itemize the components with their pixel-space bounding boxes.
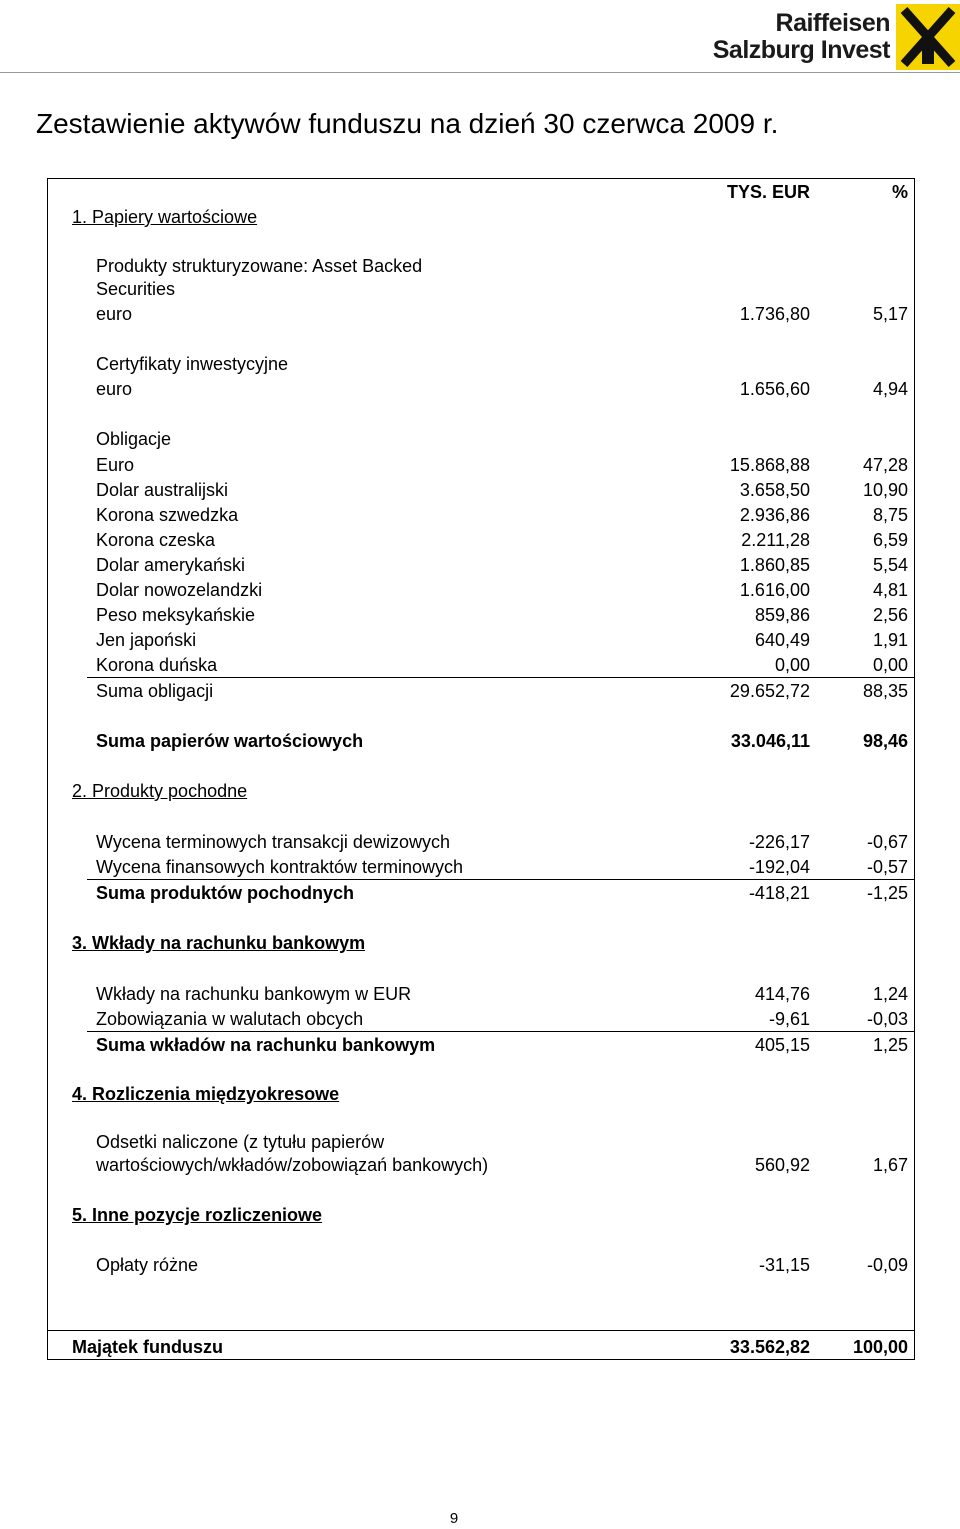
- bond-row-value: 3.658,50: [739, 480, 810, 500]
- accruals-value: 560,92: [754, 1155, 810, 1175]
- logo-text: [713, 10, 890, 64]
- abs-row-value: 1.736,80: [739, 304, 810, 324]
- derivatives-sum-percent: -1,25: [866, 883, 908, 903]
- bond-row-label: Peso meksykańskie: [96, 605, 256, 625]
- bond-row-percent: 6,59: [872, 530, 908, 550]
- deposit-row-value: -9,61: [768, 1009, 810, 1029]
- column-header-value: TYS. EUR: [726, 182, 810, 202]
- subtotal-rule: [87, 879, 914, 880]
- bond-row-label: Korona szwedzka: [96, 505, 239, 525]
- fund-total-value: 33.562,82: [729, 1337, 810, 1357]
- derivatives-sum-label: Suma produktów pochodnych: [96, 883, 355, 903]
- abs-row-percent: 5,17: [872, 304, 908, 324]
- bonds-sum-percent: 88,35: [862, 681, 908, 701]
- section-heading-derivatives: 2. Produkty pochodne: [72, 781, 248, 801]
- abs-title-line-2: Securities: [96, 279, 176, 299]
- page-title: Zestawienie aktywów funduszu na dzień 30 czerwca 2009 r.: [36, 108, 779, 139]
- bond-row-value: 15.868,88: [729, 455, 810, 475]
- bond-row-percent: 4,81: [872, 580, 908, 600]
- derivative-row-value: -226,17: [748, 832, 810, 852]
- bond-row-value: 640,49: [754, 630, 810, 650]
- certificates-row-label: euro: [96, 379, 133, 399]
- fund-total-label: Majątek funduszu: [72, 1337, 224, 1357]
- securities-total-label: Suma papierów wartościowych: [96, 731, 364, 751]
- bond-row-value: 1.860,85: [739, 555, 810, 575]
- derivative-row-label: Wycena finansowych kontraktów terminowych: [96, 857, 463, 877]
- other-row-value: -31,15: [758, 1255, 810, 1275]
- bonds-sum-value: 29.652,72: [729, 681, 810, 701]
- deposits-sum-value: 405,15: [754, 1035, 810, 1055]
- section-heading-deposits: 3. Wkłady na rachunku bankowym: [72, 933, 366, 953]
- bond-row-label: Dolar australijski: [96, 480, 229, 500]
- section-heading-other: 5. Inne pozycje rozliczeniowe: [72, 1205, 323, 1225]
- abs-title-line-1: Produkty strukturyzowane: Asset Backed: [96, 256, 423, 276]
- derivative-row-value: -192,04: [748, 857, 810, 877]
- bond-row-percent: 8,75: [872, 505, 908, 525]
- bond-row-label: Korona czeska: [96, 530, 216, 550]
- deposits-sum-label: Suma wkładów na rachunku bankowym: [96, 1035, 436, 1055]
- derivatives-sum-value: -418,21: [748, 883, 810, 903]
- header-divider: [0, 72, 960, 73]
- page-number: 9: [449, 1510, 459, 1527]
- derivative-row-percent: -0,67: [866, 832, 908, 852]
- bond-row-value: 859,86: [754, 605, 810, 625]
- bond-row-percent: 2,56: [872, 605, 908, 625]
- deposits-sum-percent: 1,25: [872, 1035, 908, 1055]
- company-logo: [713, 4, 960, 70]
- accruals-label-line-2: wartościowych/wkładów/zobowiązań bankowych): [96, 1155, 489, 1175]
- other-row-label: Opłaty różne: [96, 1255, 199, 1275]
- subtotal-rule: [87, 1031, 914, 1032]
- fund-total-percent: 100,00: [852, 1337, 908, 1357]
- bond-row-value: 2.211,28: [741, 530, 810, 550]
- bond-row-percent: 5,54: [872, 555, 908, 575]
- derivative-row-percent: -0,57: [866, 857, 908, 877]
- bond-row-label: Euro: [96, 455, 135, 475]
- total-rule: [47, 1330, 915, 1331]
- bond-row-label: Dolar nowozelandzki: [96, 580, 263, 600]
- abs-row-label: euro: [96, 304, 133, 324]
- deposit-row-value: 414,76: [754, 984, 810, 1004]
- logo-line-2: Salzburg Invest: [712, 36, 890, 64]
- bond-row-percent: 47,28: [862, 455, 908, 475]
- subtotal-rule: [87, 677, 914, 678]
- bond-row-value: 0,00: [774, 655, 810, 675]
- bond-row-label: Jen japoński: [96, 630, 197, 650]
- section-heading-securities: 1. Papiery wartościowe: [72, 207, 258, 227]
- bond-row-percent: 10,90: [862, 480, 908, 500]
- certificates-row-percent: 4,94: [872, 379, 908, 399]
- deposit-row-label: Zobowiązania w walutach obcych: [96, 1009, 364, 1029]
- bond-row-label: Dolar amerykański: [96, 555, 246, 575]
- accruals-percent: 1,67: [872, 1155, 908, 1175]
- deposit-row-label: Wkłady na rachunku bankowym w EUR: [96, 984, 412, 1004]
- deposit-row-percent: 1,24: [872, 984, 908, 1004]
- securities-total-value: 33.046,11: [730, 731, 810, 751]
- bond-row-label: Korona duńska: [96, 655, 218, 675]
- deposit-row-percent: -0,03: [866, 1009, 908, 1029]
- section-heading-accruals: 4. Rozliczenia międzyokresowe: [72, 1084, 340, 1104]
- bonds-sum-label: Suma obligacji: [96, 681, 214, 701]
- bond-row-percent: 0,00: [872, 655, 908, 675]
- bonds-title: Obligacje: [96, 429, 172, 449]
- logo-line-1: Raiffeisen: [775, 9, 890, 37]
- column-header-percent: %: [891, 182, 908, 202]
- securities-total-percent: 98,46: [862, 731, 908, 751]
- bond-row-percent: 1,91: [872, 630, 908, 650]
- bond-row-value: 1.616,00: [739, 580, 810, 600]
- other-row-percent: -0,09: [866, 1255, 908, 1275]
- raiffeisen-gable-icon: [896, 4, 960, 70]
- derivative-row-label: Wycena terminowych transakcji dewizowych: [96, 832, 450, 852]
- bond-row-value: 2.936,86: [739, 505, 810, 525]
- certificates-row-value: 1.656,60: [739, 379, 810, 399]
- certificates-title: Certyfikaty inwestycyjne: [96, 354, 289, 374]
- accruals-label-line-1: Odsetki naliczone (z tytułu papierów: [96, 1132, 385, 1152]
